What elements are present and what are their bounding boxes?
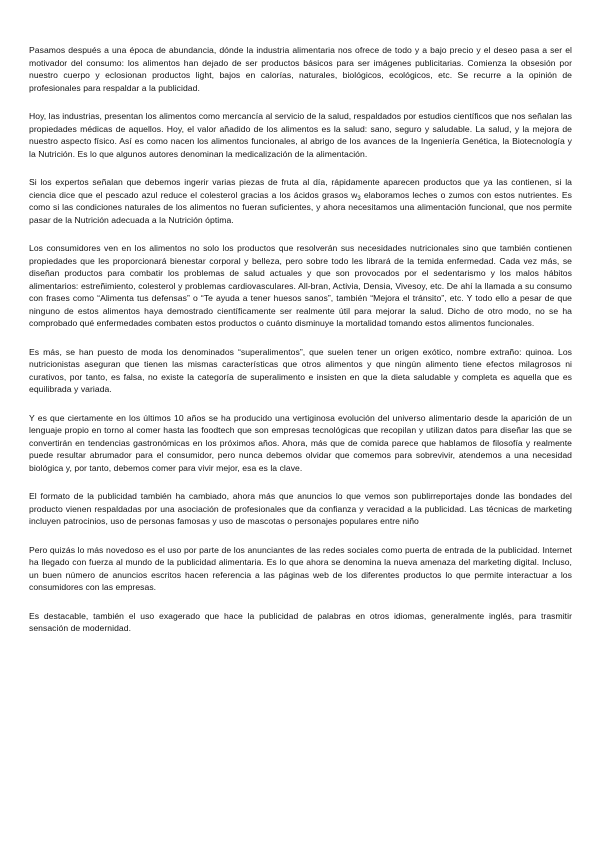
paragraph-2: Hoy, las industrias, presentan los alimentos como mercancía al servicio de la salud, respaldados por estudios científicos que nos señalan las propiedades médicas de aquellos. Hoy, el valor añadido de los alimentos es la salud: sano, seguro y saludable. La salud, y la mejora de nuestro aspecto físico. Así es como nacen los alimentos funcionales, al abrigo de los avances de la Ingeniería Genética, la Biotecnología y la Nutrición. Es lo que algunos autores denominan la medicalización de la alimentación. bbox=[29, 111, 572, 159]
paragraph-1: Pasamos después a una época de abundancia, dónde la industria alimentaria nos ofrece de todo y a bajo precio y el deseo pasa a ser el motivador del consumo: los alimentos han dejado de ser productos básicos para ser imágenes publicitarias. Comienza la obsesión por nuestro cuerpo y eclosionan productos light, bajos en calorías, naturales, biológicos, ecológicos, etc. Se recurre a la opinión de profesionales para respaldar a la publicidad. bbox=[29, 45, 572, 93]
paragraph-3 bbox=[29, 176, 572, 226]
paragraph-3-after: elaboramos leches o zumos con estos nutrientes. Es como si las condiciones naturales de los alimentos no fueran suficientes, y ahora necesitamos una alimentación funcional, que nos permite pasar de la Nutrición adecuada a la Nutrición óptima. bbox=[29, 189, 572, 225]
paragraph-9: Es destacable, también el uso exagerado que hace la publicidad de palabras en otros idiomas, generalmente inglés, para trasmitir sensación de modernidad. bbox=[29, 610, 572, 633]
paragraph-5: Es más, se han puesto de moda los denominados “superalimentos”, que suelen tener un origen exótico, nombre extraño: quinoa. Los nutricionistas aseguran que tienen las mismas características que otros alimentos y que ningún alimento tiene efectos milagrosos ni curativos, por tanto, es falsa, no existe la categoría de superalimento e insisten en que la dieta saludable y completa es aquella que es equilibrada y variada. bbox=[29, 346, 572, 394]
paragraph-4: Los consumidores ven en los alimentos no solo los productos que resolverán sus necesidades nutricionales sino que también contienen propiedades que les proporcionará bienestar corporal y belleza, pero sobre todo les librará de la temida enfermedad. Cada vez más, se diseñan productos para combatir los problemas de salud actuales y que son provocados por el sedentarismo y los malos hábitos alimentarios: estreñimiento, colesterol y problemas cardiovasculares. All-bran, Activia, Densia, Vivesoy, etc. De ahí la llamada a su consumo con frases como “Alimenta tus defensas” o “Te ayuda a tener huesos sanos”, también “Mejora el tránsito”, etc. Y todo ello a pesar de que ninguno de estos alimentos haya demostrado científicamente ser realmente útil para mejorar la salud. Dicho de otro modo, no se ha comprobado qué enfermedades combaten estos productos o cuánto disminuye la mortalidad tomando estos alimentos funcionales. bbox=[29, 243, 572, 328]
paragraph-8: Pero quizás lo más novedoso es el uso por parte de los anunciantes de las redes sociales como puerta de entrada de la publicidad. Internet ha llegado con fuerza al mundo de la publicidad alimentaria. Es lo que ahora se denomina la nueva amenaza del marketing digital. Incluso, un buen número de anuncios escritos hacen referencia a las páginas web de los diferentes productos lo que permite interactuar a los consumidores con las empresas. bbox=[29, 544, 572, 592]
paragraph-6: Y es que ciertamente en los últimos 10 años se ha producido una vertiginosa evolución del universo alimentario desde la aparición de un lenguaje propio en torno al comer hasta las foodtech que son empresas tecnológicas que recopilan y utilizan datos para diseñar las que se convertirán en tendencias gastronómicas en los próximos años. Ahora, más que de comida parece que hablamos de filosofía y realmente puede resultar abrumador para el consumidor, pero nunca debemos olvidar que comemos para sobrevivir, atendemos a una necesidad biológica y, por tanto, debemos comer para vivir mejor, esa es la clave. bbox=[29, 412, 572, 473]
document-page bbox=[29, 44, 572, 651]
paragraph-3-before: Si los expertos señalan que debemos ingerir varias piezas de fruta al día, rápidamente aparecen productos que ya las contienen, si la ciencia dice que el pescado azul reduce el colesterol gracias a los ácidos grasos w bbox=[29, 177, 572, 200]
paragraph-7: El formato de la publicidad también ha cambiado, ahora más que anuncios lo que vemos son publirreportajes donde las bondades del producto vienen respaldadas por una asociación de profesionales que da confianza y veracidad a la publicidad. Las técnicas de marketing incluyen patrocinios, uso de personas famosas y uso de mascotas o personajes populares entre niño bbox=[29, 491, 572, 526]
omega-subscript: 3 bbox=[357, 195, 361, 202]
